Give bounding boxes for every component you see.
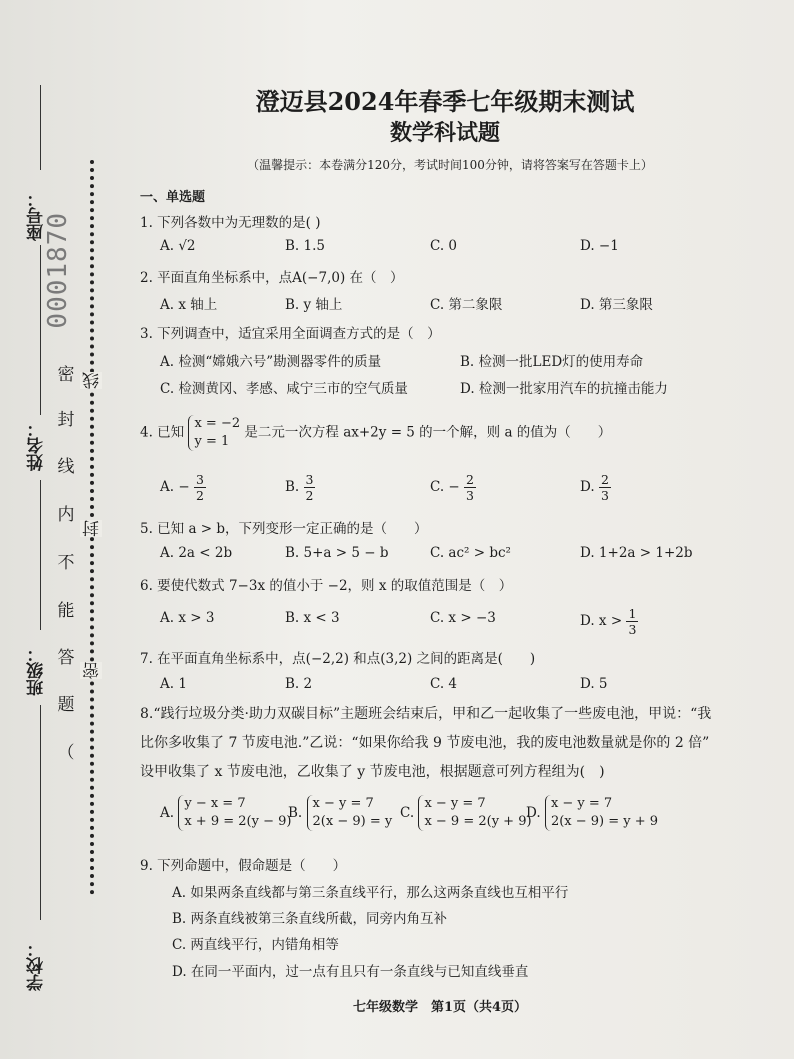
fraction <box>464 472 476 503</box>
warning-char: 不 <box>57 553 75 573</box>
option-c <box>400 795 532 831</box>
option-c: C. 检测黄冈、孝感、咸宁三市的空气质量 <box>160 381 408 397</box>
system-line-2: x + 9 = 2(y − 9) <box>184 814 292 829</box>
school-label: 学校： <box>27 940 47 991</box>
system-line-2: x − 9 = 2(y + 9) <box>424 814 532 829</box>
option-b: B. 2 <box>285 676 313 692</box>
system-line-2: 2(x − 9) = y <box>312 814 393 829</box>
question-4-stem <box>140 415 611 451</box>
option-label: C. <box>400 805 415 821</box>
option-b <box>285 472 315 503</box>
option-d <box>580 606 638 637</box>
option-label: B. <box>288 805 303 821</box>
option-d: D. 第三象限 <box>580 297 653 313</box>
fraction <box>599 472 611 503</box>
denominator: 2 <box>305 488 314 503</box>
option-c: C. 0 <box>430 238 458 254</box>
warning-char: 封 <box>57 410 75 430</box>
option-c: C. 两直线平行，内错角相等 <box>172 937 339 953</box>
question-5-options <box>160 545 720 567</box>
option-label: A. − <box>160 479 190 495</box>
question-6-options <box>160 606 720 640</box>
class-underline <box>40 705 41 920</box>
name-underline-top <box>40 245 41 415</box>
warning-char: 题 <box>57 695 75 715</box>
question-3-options-ab <box>160 350 720 372</box>
question-3-stem: 3. 下列调查中，适宜采用全面调查方式的是（ ） <box>140 326 441 342</box>
system-line-2: y = 1 <box>194 434 230 449</box>
page-subtitle: 数学科试题 <box>389 120 500 146</box>
system-line-2: 2(x − 9) = y + 9 <box>550 814 659 829</box>
option-b: B. 1.5 <box>285 238 325 254</box>
option-label: D. <box>526 805 541 821</box>
seat-underline <box>40 85 41 170</box>
fraction <box>304 472 316 503</box>
question-3-options-cd <box>160 377 720 399</box>
name-underline <box>40 480 41 630</box>
option-b <box>288 795 392 831</box>
option-a: A. 如果两条直线都与第三条直线平行，那么这两条直线也互相平行 <box>172 885 569 901</box>
option-d: D. 1+2a > 1+2b <box>580 545 693 561</box>
option-b: B. y 轴上 <box>285 297 343 313</box>
question-1-options <box>160 238 720 260</box>
system-line-1: x − y = 7 <box>550 796 613 811</box>
warning-char: 线 <box>57 457 75 477</box>
system-line-1: x − y = 7 <box>424 796 486 811</box>
fraction <box>626 606 638 637</box>
option-a: A. x 轴上 <box>160 297 218 313</box>
equation-system <box>418 795 531 831</box>
option-a: A. 检测“嫦娥六号”勘测器零件的质量 <box>160 354 382 370</box>
numerator: 1 <box>628 606 637 621</box>
option-a: A. 1 <box>160 676 187 692</box>
option-a <box>160 795 291 831</box>
name-label: 姓名： <box>27 420 47 471</box>
fraction <box>194 472 206 503</box>
warning-char: 内 <box>57 505 75 525</box>
option-label: C. − <box>430 479 460 495</box>
seal-char: 密 <box>80 662 102 679</box>
warning-char: （ <box>57 743 75 763</box>
exam-hint: （温馨提示：本卷满分120分，考试时间100分钟，请将答案写在答题卡上） <box>247 158 653 172</box>
page-title: 澄迈县2024年春季七年级期末测试 <box>255 87 635 116</box>
question-9-stem: 9. 下列命题中，假命题是（ ） <box>140 858 347 874</box>
option-label: A. <box>160 805 175 821</box>
option-d: D. 在同一平面内，过一点有且只有一条直线与已知直线垂直 <box>172 964 529 980</box>
question-8-line-2: 比你多收集了 7 节废电池.”乙说：“如果你给我 9 节废电池，我的废电池数量就是你的 2 倍” <box>140 735 710 751</box>
warning-char: 答 <box>57 648 75 668</box>
warning-char: 密 <box>57 365 75 385</box>
question-7-stem: 7. 在平面直角坐标系中，点(−2,2) 和点(3,2) 之间的距离是( ) <box>140 651 536 667</box>
question-4-suffix: 是二元一次方程 ax+2y = 5 的一个解，则 a 的值为（ ） <box>244 424 612 441</box>
option-b: B. 两条直线被第三条直线所截，同旁内角互补 <box>172 911 448 927</box>
section-heading: 一、单选题 <box>140 190 206 205</box>
option-c: C. 第二象限 <box>430 297 503 313</box>
question-1-stem: 1. 下列各数中为无理数的是( ) <box>140 215 321 231</box>
question-8-line-3: 设甲收集了 x 节废电池，乙收集了 y 节废电池，根据题意可列方程组为( ) <box>140 764 605 780</box>
system-line-1: x − y = 7 <box>312 796 374 811</box>
option-b: B. 5+a > 5 − b <box>285 545 389 561</box>
question-8-options <box>160 795 740 837</box>
option-d <box>526 795 658 831</box>
question-2-options <box>160 293 720 315</box>
question-2-stem: 2. 平面直角坐标系中，点A(−7,0) 在（ ） <box>140 270 404 286</box>
option-label: B. <box>285 479 300 495</box>
seal-char: 线 <box>80 372 102 389</box>
numerator: 3 <box>195 472 204 487</box>
denominator: 3 <box>466 488 474 503</box>
option-d: D. 检测一批家用汽车的抗撞击能力 <box>460 381 668 397</box>
equation-system <box>188 415 240 451</box>
option-label: D. x > <box>580 613 623 629</box>
question-6-stem: 6. 要使代数式 7−3x 的值小于 −2，则 x 的取值范围是（ ） <box>140 578 513 594</box>
option-d: D. −1 <box>580 238 619 254</box>
option-c <box>430 472 476 503</box>
option-c: C. 4 <box>430 676 458 692</box>
question-8-line-1: 8.“践行垃圾分类·助力双碳目标”主题班会结束后，甲和乙一起收集了一些废电池，甲说：“我 <box>140 706 712 722</box>
option-b: B. 检测一批LED灯的使用寿命 <box>460 354 644 370</box>
warning-char: 能 <box>57 601 75 621</box>
denominator: 3 <box>628 622 637 637</box>
question-4-prefix: 4. 已知 <box>140 424 185 441</box>
seat-label: 座号： <box>27 190 47 241</box>
system-line-1: y − x = 7 <box>184 796 246 811</box>
option-a: A. x > 3 <box>160 610 215 626</box>
equation-system <box>545 795 658 831</box>
page-footer: 七年级数学 第1页（共4页） <box>352 1000 528 1015</box>
serial-number: 0001870 <box>43 212 73 329</box>
equation-system <box>307 795 393 831</box>
denominator: 2 <box>195 488 204 503</box>
numerator: 2 <box>600 472 609 487</box>
question-7-options <box>160 676 720 698</box>
question-5-stem: 5. 已知 a > b，下列变形一定正确的是（ ） <box>140 521 428 537</box>
question-4-options <box>160 472 720 512</box>
option-a: A. √2 <box>160 238 196 254</box>
option-c: C. ac² > bc² <box>430 545 511 561</box>
seal-char: 封 <box>80 520 102 537</box>
numerator: 3 <box>305 472 314 487</box>
numerator: 2 <box>466 472 474 487</box>
class-label: 班级： <box>27 645 47 696</box>
option-label: D. <box>580 479 595 495</box>
option-a <box>160 472 206 503</box>
option-d <box>580 472 611 503</box>
equation-system <box>178 795 291 831</box>
system-line-1: x = −2 <box>194 416 241 431</box>
option-b: B. x < 3 <box>285 610 340 626</box>
option-a: A. 2a < 2b <box>160 545 233 561</box>
option-d: D. 5 <box>580 676 608 692</box>
denominator: 3 <box>600 488 609 503</box>
option-c: C. x > −3 <box>430 610 496 626</box>
